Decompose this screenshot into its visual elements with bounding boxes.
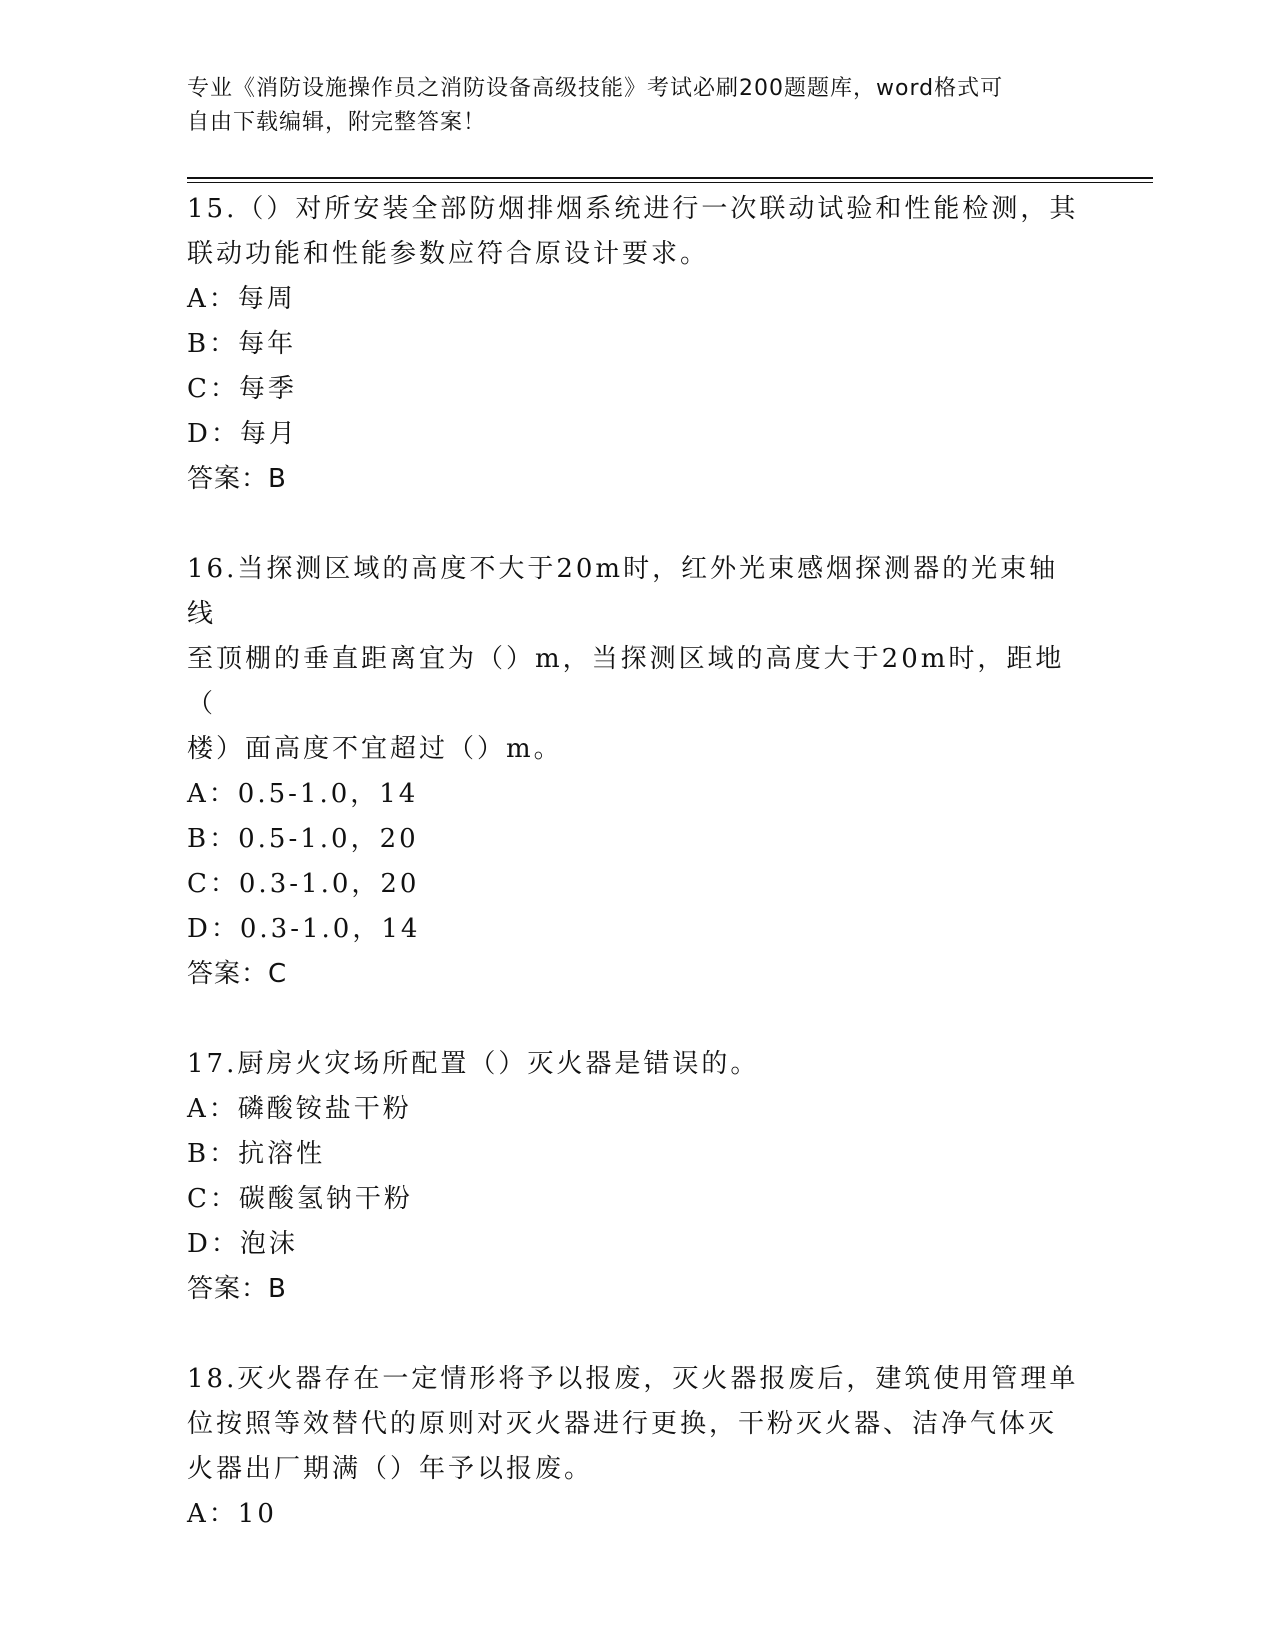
header-line-2: 自由下载编辑，附完整答案！: [187, 110, 487, 135]
question-text-line: 15.（）对所安装全部防烟排烟系统进行一次联动试验和性能检测，其: [187, 194, 1079, 224]
header-divider-thick: [187, 177, 1153, 179]
question-spacer: [187, 1312, 1087, 1357]
question-15: [187, 187, 1087, 502]
option-d: D：每月: [187, 419, 298, 449]
option-b: B：0.5-1.0，20: [187, 824, 419, 854]
question-16: [187, 547, 1087, 997]
option-c: C：0.3-1.0，20: [187, 869, 420, 899]
document-header: [187, 72, 1067, 140]
question-text-line: 位按照等效替代的原则对灭火器进行更换，干粉灭火器、洁净气体灭: [187, 1409, 1058, 1439]
option-d: D：0.3-1.0，14: [187, 914, 421, 944]
option-b: B：抗溶性: [187, 1139, 326, 1169]
question-spacer: [187, 997, 1087, 1042]
question-text-line: 至顶棚的垂直距离宜为（）m，当探测区域的高度大于20m时，距地（: [187, 644, 1065, 719]
question-text-line: 16.当探测区域的高度不大于20m时，红外光束感烟探测器的光束轴线: [187, 554, 1059, 629]
question-text-line: 联动功能和性能参数应符合原设计要求。: [187, 239, 710, 269]
question-text-line: 17.厨房火灾场所配置（）灭火器是错误的。: [187, 1049, 760, 1079]
option-b: B：每年: [187, 329, 297, 359]
question-text-line: 楼）面高度不宜超过（）m。: [187, 734, 563, 764]
header-line-1: 专业《消防设施操作员之消防设备高级技能》考试必刷200题题库，word格式可: [187, 76, 1004, 101]
option-a: A：磷酸铵盐干粉: [187, 1094, 412, 1124]
question-text-line: 18.灭火器存在一定情形将予以报废，灭火器报废后，建筑使用管理单: [187, 1364, 1079, 1394]
question-text-line: 火器出厂期满（）年予以报废。: [187, 1454, 594, 1484]
question-18: [187, 1357, 1087, 1537]
option-d: D：泡沫: [187, 1229, 298, 1259]
option-a: A：10: [187, 1499, 277, 1529]
option-c: C：每季: [187, 374, 297, 404]
header-divider-thin: [187, 182, 1153, 183]
option-c: C：碳酸氢钠干粉: [187, 1184, 413, 1214]
question-spacer: [187, 502, 1087, 547]
option-a: A：0.5-1.0，14: [187, 779, 419, 809]
question-17: [187, 1042, 1087, 1312]
answer-line: 答案：B: [187, 1274, 287, 1304]
answer-line: 答案：B: [187, 464, 287, 494]
option-a: A：每周: [187, 284, 296, 314]
answer-line: 答案：C: [187, 959, 288, 989]
question-list: [187, 187, 1087, 1537]
